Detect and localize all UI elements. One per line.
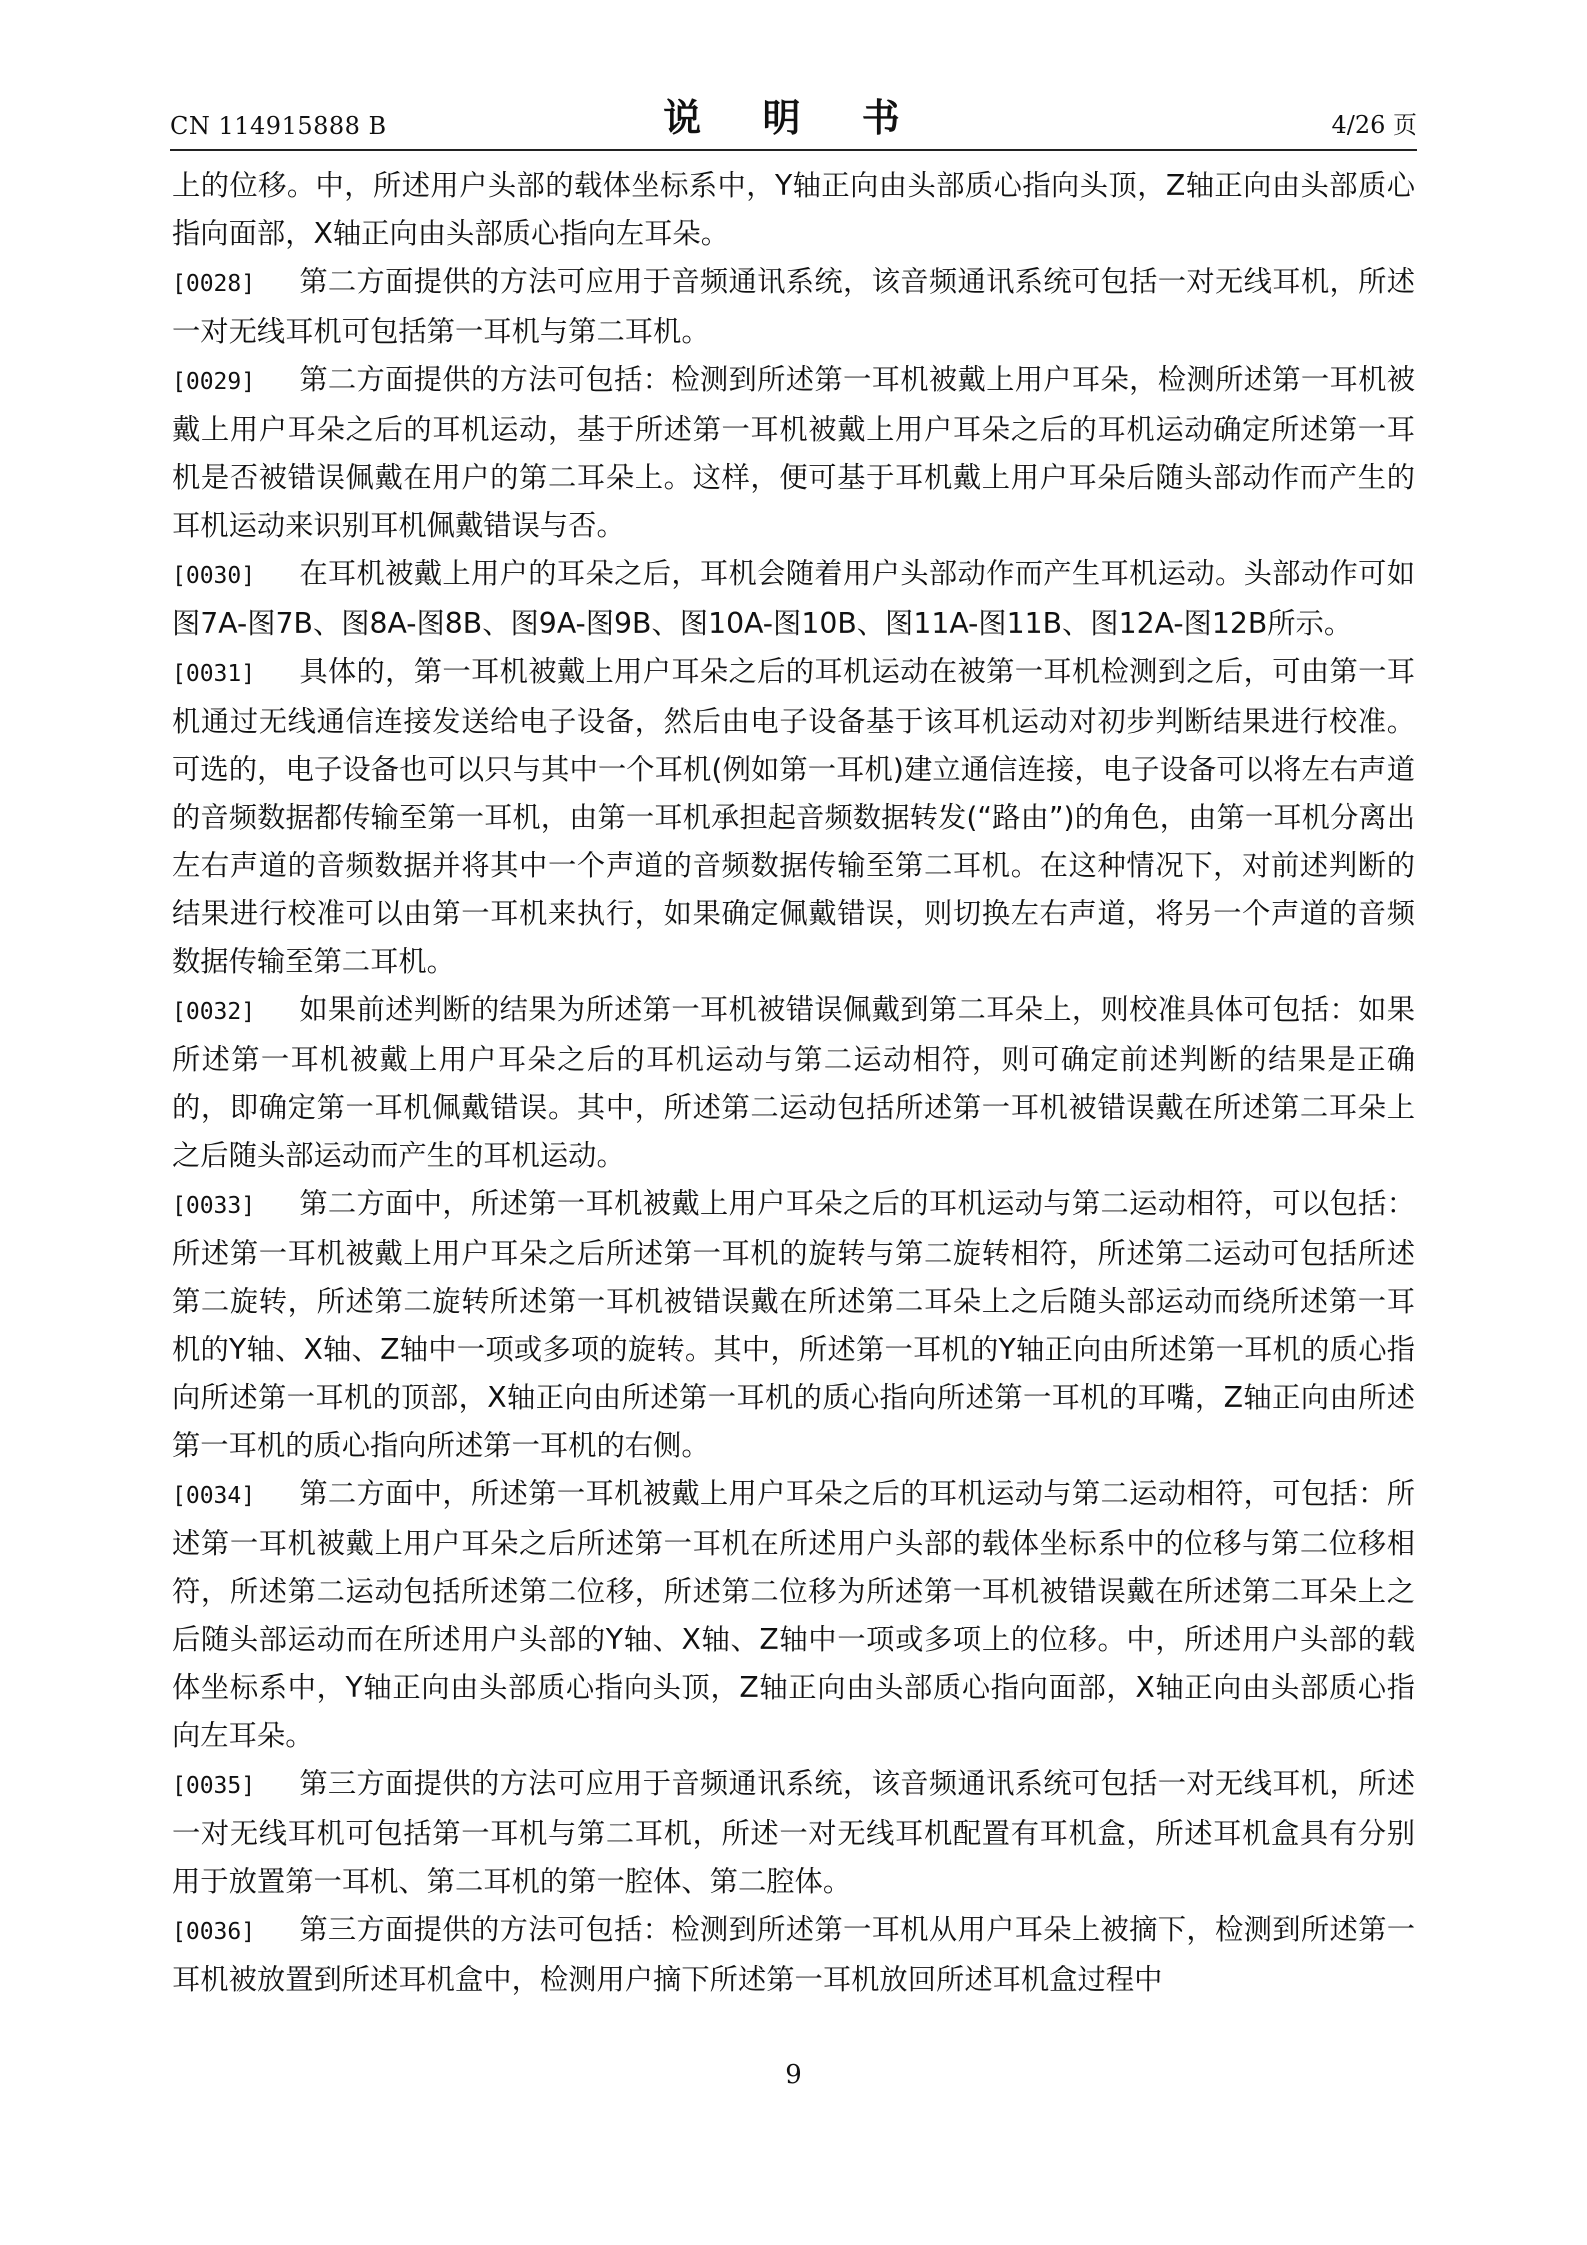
paragraph-number: [0035] xyxy=(172,1773,256,1799)
paragraph-text: 具体的，第一耳机被戴上用户耳朵之后的耳机运动在被第一耳机检测到之后，可由第一耳机通过无线通信连接发送给电子设备，然后由电子设备基于该耳机运动对初步判断结果进行校准。可选的，电子设备也可以只与其中一个耳机(例如第一耳机)建立通信连接，电子设备可以将左右声道的音频数据都传输至第一耳机，由第一耳机承担起音频数据转发(“路由”)的角色，由第一耳机分离出左右声道的音频数据并将其中一个声道的音频数据传输至第二耳机。在这种情况下，对前述判断的结果进行校准可以由第一耳机来执行，如果确定佩戴错误，则切换左右声道，将另一个声道的音频数据传输至第二耳机。 xyxy=(172,655,1415,978)
paragraph-text: 第二方面中，所述第一耳机被戴上用户耳朵之后的耳机运动与第二运动相符，可以包括：所述第一耳机被戴上用户耳朵之后所述第一耳机的旋转与第二旋转相符，所述第二运动可包括所述第二旋转，所述第二旋转所述第一耳机被错误戴在所述第二耳朵上之后随头部运动而绕所述第一耳机的Y轴、X轴、Z轴中一项或多项的旋转。其中，所述第一耳机的Y轴正向由所述第一耳机的质心指向所述第一耳机的顶部，X轴正向由所述第一耳机的质心指向所述第一耳机的耳嘴，Z轴正向由所述第一耳机的质心指向所述第一耳机的右侧。 xyxy=(172,1187,1415,1462)
paragraph-text: 在耳机被戴上用户的耳朵之后，耳机会随着用户头部动作而产生耳机运动。头部动作可如图7A-图7B、图8A-图8B、图9A-图9B、图10A-图10B、图11A-图11B、图12A-图12B所示。 xyxy=(172,557,1415,640)
publication-number: CN 114915888 B xyxy=(170,112,387,140)
paragraph-number: [0036] xyxy=(172,1919,256,1945)
paragraph-text: 如果前述判断的结果为所述第一耳机被错误佩戴到第二耳朵上，则校准具体可包括：如果所述第一耳机被戴上用户耳朵之后的耳机运动与第二运动相符，则可确定前述判断的结果是正确的，即确定第一耳机佩戴错误。其中，所述第二运动包括所述第一耳机被错误戴在所述第二耳朵上之后随头部运动而产生的耳机运动。 xyxy=(172,993,1415,1172)
paragraph xyxy=(172,648,1415,986)
description-body xyxy=(172,162,1415,2004)
paragraph xyxy=(172,1760,1415,1906)
paragraph xyxy=(172,1906,1415,2004)
page-number: 9 xyxy=(785,2060,802,2090)
paragraph-text: 第二方面中，所述第一耳机被戴上用户耳朵之后的耳机运动与第二运动相符，可包括：所述第一耳机被戴上用户耳朵之后所述第一耳机在所述用户头部的载体坐标系中的位移与第二位移相符，所述第二运动包括所述第二位移，所述第二位移为所述第一耳机被错误戴在所述第二耳朵上之后随头部运动而在所述用户头部的Y轴、X轴、Z轴中一项或多项上的位移。中，所述用户头部的载体坐标系中，Y轴正向由头部质心指向头顶，Z轴正向由头部质心指向面部，X轴正向由头部质心指向左耳朵。 xyxy=(172,1477,1415,1752)
paragraph xyxy=(172,550,1415,648)
paragraph xyxy=(172,1470,1415,1760)
paragraph-number: [0029] xyxy=(172,369,256,395)
paragraph xyxy=(172,1180,1415,1470)
paragraph xyxy=(172,986,1415,1180)
paragraph-text: 上的位移。中，所述用户头部的载体坐标系中，Y轴正向由头部质心指向头顶，Z轴正向由头部质心指向面部，X轴正向由头部质心指向左耳朵。 xyxy=(172,169,1415,250)
paragraph-number: [0032] xyxy=(172,999,256,1025)
paragraph-continuation xyxy=(172,162,1415,258)
paragraph-number: [0033] xyxy=(172,1193,256,1219)
paragraph-text: 第三方面提供的方法可包括：检测到所述第一耳机从用户耳朵上被摘下，检测到所述第一耳机被放置到所述耳机盒中，检测用户摘下所述第一耳机放回所述耳机盒过程中 xyxy=(172,1913,1415,1996)
header-divider xyxy=(170,149,1417,151)
page-header xyxy=(170,96,1417,146)
page-counter: 4/26 页 xyxy=(1331,111,1417,139)
paragraph-text: 第二方面提供的方法可包括：检测到所述第一耳机被戴上用户耳朵，检测所述第一耳机被戴上用户耳朵之后的耳机运动，基于所述第一耳机被戴上用户耳朵之后的耳机运动确定所述第一耳机是否被错误佩戴在用户的第二耳朵上。这样，便可基于耳机戴上用户耳朵后随头部动作而产生的耳机运动来识别耳机佩戴错误与否。 xyxy=(172,363,1415,542)
paragraph-number: [0031] xyxy=(172,661,256,687)
document-title: 说 明 书 xyxy=(663,96,924,140)
paragraph-number: [0028] xyxy=(172,271,256,297)
paragraph-text: 第二方面提供的方法可应用于音频通讯系统，该音频通讯系统可包括一对无线耳机，所述一对无线耳机可包括第一耳机与第二耳机。 xyxy=(172,265,1415,348)
paragraph-number: [0030] xyxy=(172,563,256,589)
paragraph xyxy=(172,356,1415,550)
paragraph xyxy=(172,258,1415,356)
paragraph-number: [0034] xyxy=(172,1483,256,1509)
paragraph-text: 第三方面提供的方法可应用于音频通讯系统，该音频通讯系统可包括一对无线耳机，所述一对无线耳机可包括第一耳机与第二耳机，所述一对无线耳机配置有耳机盒，所述耳机盒具有分别用于放置第一耳机、第二耳机的第一腔体、第二腔体。 xyxy=(172,1767,1415,1898)
